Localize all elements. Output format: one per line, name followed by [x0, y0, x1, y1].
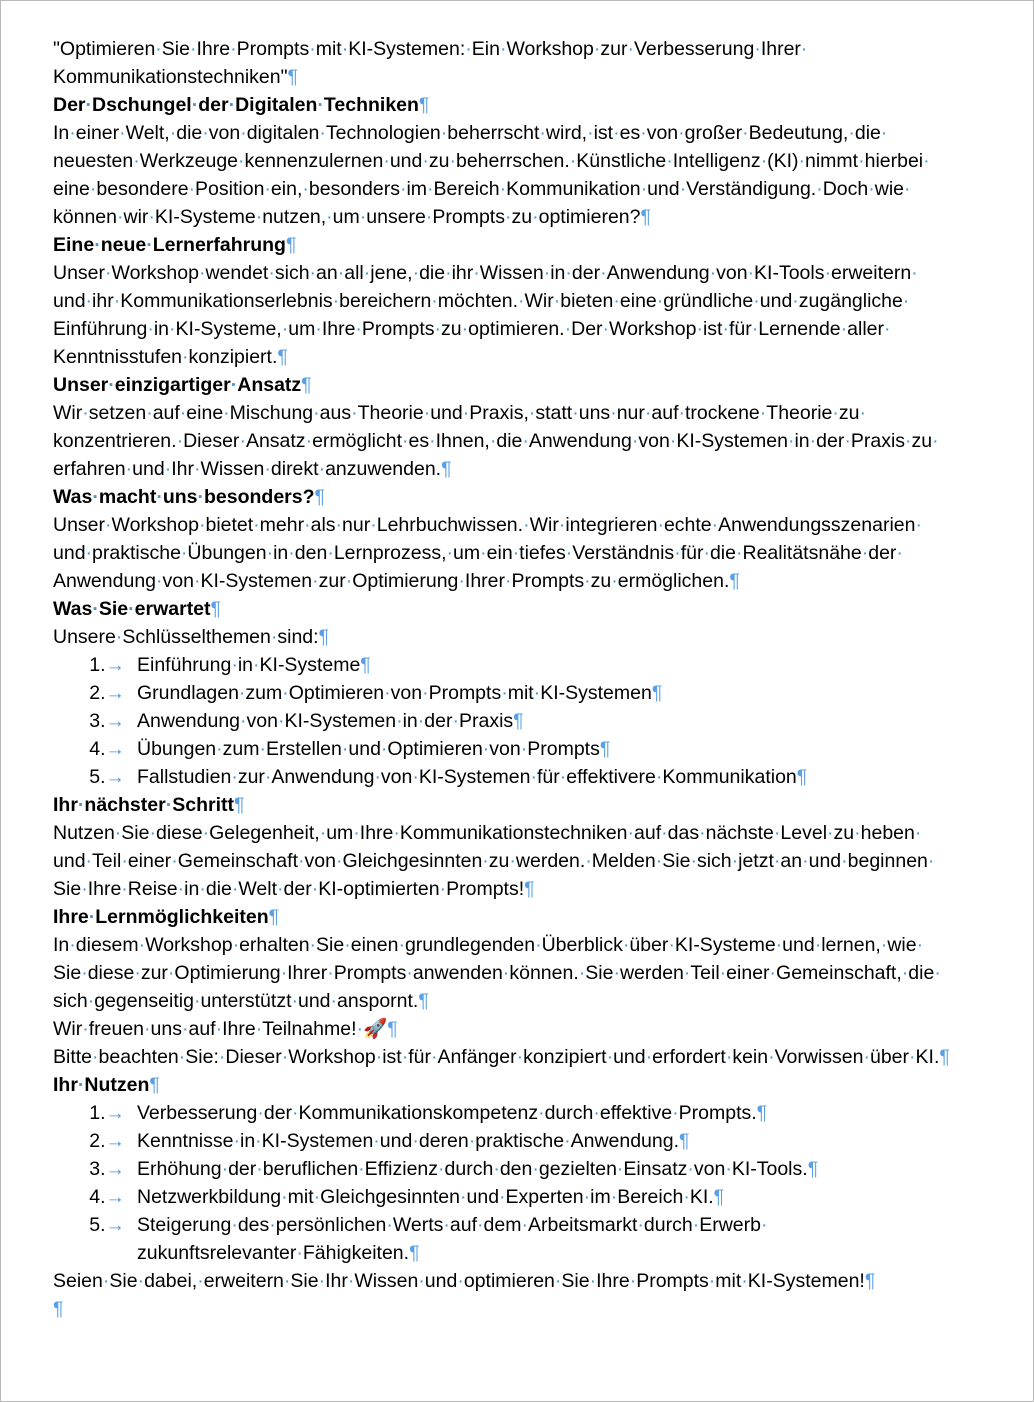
- pilcrow-mark: ¶: [513, 710, 524, 732]
- section-paragraph[interactable]: Wir·setzen·auf·eine·Mischung·aus·Theorie·und·Praxis,·statt·uns·nur·auf·trockene·Theorie·zu·konzentrieren.·Dieser·Ansatz·ermöglicht·es·Ihnen,·die·Anwendung·von·KI-Systemen·in·der·Praxis·zu·erfahren·und·Ihr·Wissen·direkt·anzuwenden.¶: [53, 402, 939, 480]
- pilcrow-mark: ¶: [599, 738, 611, 760]
- list-item[interactable]: 5.→ Steigerung·des·persönlichen·Werts·auf·dem·Arbeitsmarkt·durch·Erwerb·zukunftsrelevanter·Fähigkeiten.¶: [89, 1214, 768, 1264]
- list-item[interactable]: 1.→ Einführung·in·KI-Systeme¶: [89, 654, 371, 676]
- section-paragraph[interactable]: In·diesem·Workshop·erhalten·Sie·einen·grundlegenden·Überblick·über·KI-Systeme·und·lernen,·wie·Sie·diese·zur·Optimierung·Ihrer·Prompts·anwenden·können.·Sie·werden·Teil·einer·Gemeinschaft,·die·sich·gegenseitig·unterstützt·und·anspornt.¶: [53, 934, 941, 1012]
- pilcrow-mark: ¶: [640, 206, 651, 228]
- pilcrow-mark: ¶: [807, 1158, 819, 1180]
- section-heading[interactable]: Ihr·Nutzen¶: [53, 1074, 160, 1096]
- pilcrow-mark: ¶: [277, 346, 288, 368]
- pilcrow-mark: ¶: [210, 598, 222, 620]
- section-paragraph[interactable]: Nutzen·Sie·diese·Gelegenheit,·um·Ihre·Kommunikationstechniken·auf·das·nächste·Level·zu·heben·und·Teil·einer·Gemeinschaft·von·Gleichgesinnten·zu·werden.·Melden·Sie·sich·jetzt·an·und·beginnen·Sie·Ihre·Reise·in·die·Welt·der·KI-optimierten·Prompts!¶: [53, 822, 935, 900]
- section-paragraph[interactable]: In·einer·Welt,·die·von·digitalen·Technologien·beherrscht·wird,·ist·es·von·großer·Bedeutung,·die·neuesten·Werkzeuge·kennenzulernen·und·zu·beherrschen.·Künstliche·Intelligenz·(KI)·nimmt·hierbei·eine·besondere·Position·ein,·besonders·im·Bereich·Kommunikation·und·Verständigung.·Doch·wie·können·wir·KI-Systeme·nutzen,·um·unsere·Prompts·zu·optimieren?¶: [53, 122, 930, 228]
- section-heading[interactable]: Was·Sie·erwartet¶: [53, 598, 222, 620]
- closing-paragraph[interactable]: Seien·Sie·dabei,·erweitern·Sie·Ihr·Wissen·und·optimieren·Sie·Ihre·Prompts·mit·KI-Systemen!¶: [53, 1270, 876, 1292]
- pilcrow-mark: ¶: [524, 878, 535, 900]
- pilcrow-mark: ¶: [729, 570, 740, 592]
- pilcrow-mark: ¶: [301, 374, 312, 396]
- list-item[interactable]: 5.→ Fallstudien·zur·Anwendung·von·KI-Systemen·für·effektivere·Kommunikation¶: [89, 766, 808, 788]
- pilcrow-mark: ¶: [233, 794, 245, 816]
- list-item[interactable]: 4.→ Übungen·zum·Erstellen·und·Optimieren·von·Prompts¶: [89, 738, 611, 760]
- pilcrow-mark: ¶: [268, 906, 280, 928]
- looking-forward-line[interactable]: Wir·freuen·uns·auf·Ihre·Teilnahme!·🚀¶: [53, 1018, 398, 1040]
- pilcrow-mark: ¶: [149, 1074, 160, 1096]
- pilcrow-mark: ¶: [314, 486, 325, 508]
- topics-list: [53, 651, 953, 791]
- pilcrow-mark: ¶: [796, 766, 808, 788]
- empty-paragraph[interactable]: [53, 1295, 953, 1323]
- section-paragraph[interactable]: Unser·Workshop·bietet·mehr·als·nur·Lehrbuchwissen.·Wir·integrieren·echte·Anwendungsszenarien·und·praktische·Übungen·in·den·Lernprozess,·um·ein·tiefes·Verständnis·für·die·Realitätsnähe·der·Anwendung·von·KI-Systemen·zur·Optimierung·Ihrer·Prompts·zu·ermöglichen.¶: [53, 514, 922, 592]
- list-item[interactable]: 4.→ Netzwerkbildung·mit·Gleichgesinnten·und·Experten·im·Bereich·KI.¶: [89, 1186, 725, 1208]
- document-body[interactable]: [53, 35, 953, 1323]
- list-item[interactable]: 1.→ Verbesserung·der·Kommunikationskompetenz·durch·effektive·Prompts.¶: [89, 1102, 768, 1124]
- section-heading[interactable]: Der·Dschungel·der·Digitalen·Techniken¶: [53, 94, 430, 116]
- section-paragraph[interactable]: Unsere·Schlüsselthemen·sind:¶: [53, 626, 330, 648]
- document-title[interactable]: "Optimieren·Sie·Ihre·Prompts·mit·KI-Systemen:·Ein·Workshop·zur·Verbesserung·Ihrer·Kommunikationstechniken"¶: [53, 38, 808, 88]
- pilcrow-mark: ¶: [409, 1242, 420, 1264]
- list-item[interactable]: 3.→ Anwendung·von·KI-Systemen·in·der·Praxis¶: [89, 710, 524, 732]
- section-heading[interactable]: Was·macht·uns·besonders?¶: [53, 486, 325, 508]
- pilcrow-mark: ¶: [418, 990, 429, 1012]
- pilcrow-mark: ¶: [360, 654, 371, 676]
- pilcrow-mark: ¶: [939, 1046, 950, 1068]
- pilcrow-mark: ¶: [53, 1298, 64, 1320]
- benefits-list: [53, 1099, 953, 1267]
- list-item[interactable]: 2.→ Kenntnisse·in·KI-Systemen·und·deren·praktische·Anwendung.¶: [89, 1130, 690, 1152]
- pilcrow-mark: ¶: [651, 682, 663, 704]
- pilcrow-mark: ¶: [679, 1130, 690, 1152]
- pilcrow-mark: ¶: [713, 1186, 725, 1208]
- pilcrow-mark: ¶: [441, 458, 452, 480]
- pilcrow-mark: ¶: [285, 234, 297, 256]
- pilcrow-mark: ¶: [756, 1102, 768, 1124]
- section-heading[interactable]: Unser·einzigartiger·Ansatz¶: [53, 374, 312, 396]
- section-heading[interactable]: Ihre·Lernmöglichkeiten¶: [53, 906, 280, 928]
- note-paragraph[interactable]: Bitte·beachten·Sie:·Dieser·Workshop·ist·für·Anfänger·konzipiert·und·erfordert·kein·Vorwissen·über·KI.¶: [53, 1046, 950, 1068]
- pilcrow-mark: ¶: [418, 94, 430, 116]
- pilcrow-mark: ¶: [318, 626, 330, 648]
- section-heading[interactable]: Eine·neue·Lernerfahrung¶: [53, 234, 297, 256]
- section-paragraph[interactable]: Unser·Workshop·wendet·sich·an·all·jene,·die·ihr·Wissen·in·der·Anwendung·von·KI-Tools·erweitern·und·ihr·Kommunikationserlebnis·bereichern·möchten.·Wir·bieten·eine·gründliche·und·zugängliche·Einführung·in·KI-Systeme,·um·Ihre·Prompts·zu·optimieren.·Der·Workshop·ist·für·Lernende·aller·Kenntnisstufen·konzipiert.¶: [53, 262, 918, 368]
- pilcrow-mark: ¶: [287, 66, 299, 88]
- section-heading[interactable]: Ihr·nächster·Schritt¶: [53, 794, 245, 816]
- list-item[interactable]: 2.→ Grundlagen·zum·Optimieren·von·Prompts·mit·KI-Systemen¶: [89, 682, 663, 704]
- pilcrow-mark: ¶: [387, 1018, 398, 1040]
- list-item[interactable]: 3.→ Erhöhung·der·beruflichen·Effizienz·durch·den·gezielten·Einsatz·von·KI-Tools.¶: [89, 1158, 819, 1180]
- pilcrow-mark: ¶: [864, 1270, 876, 1292]
